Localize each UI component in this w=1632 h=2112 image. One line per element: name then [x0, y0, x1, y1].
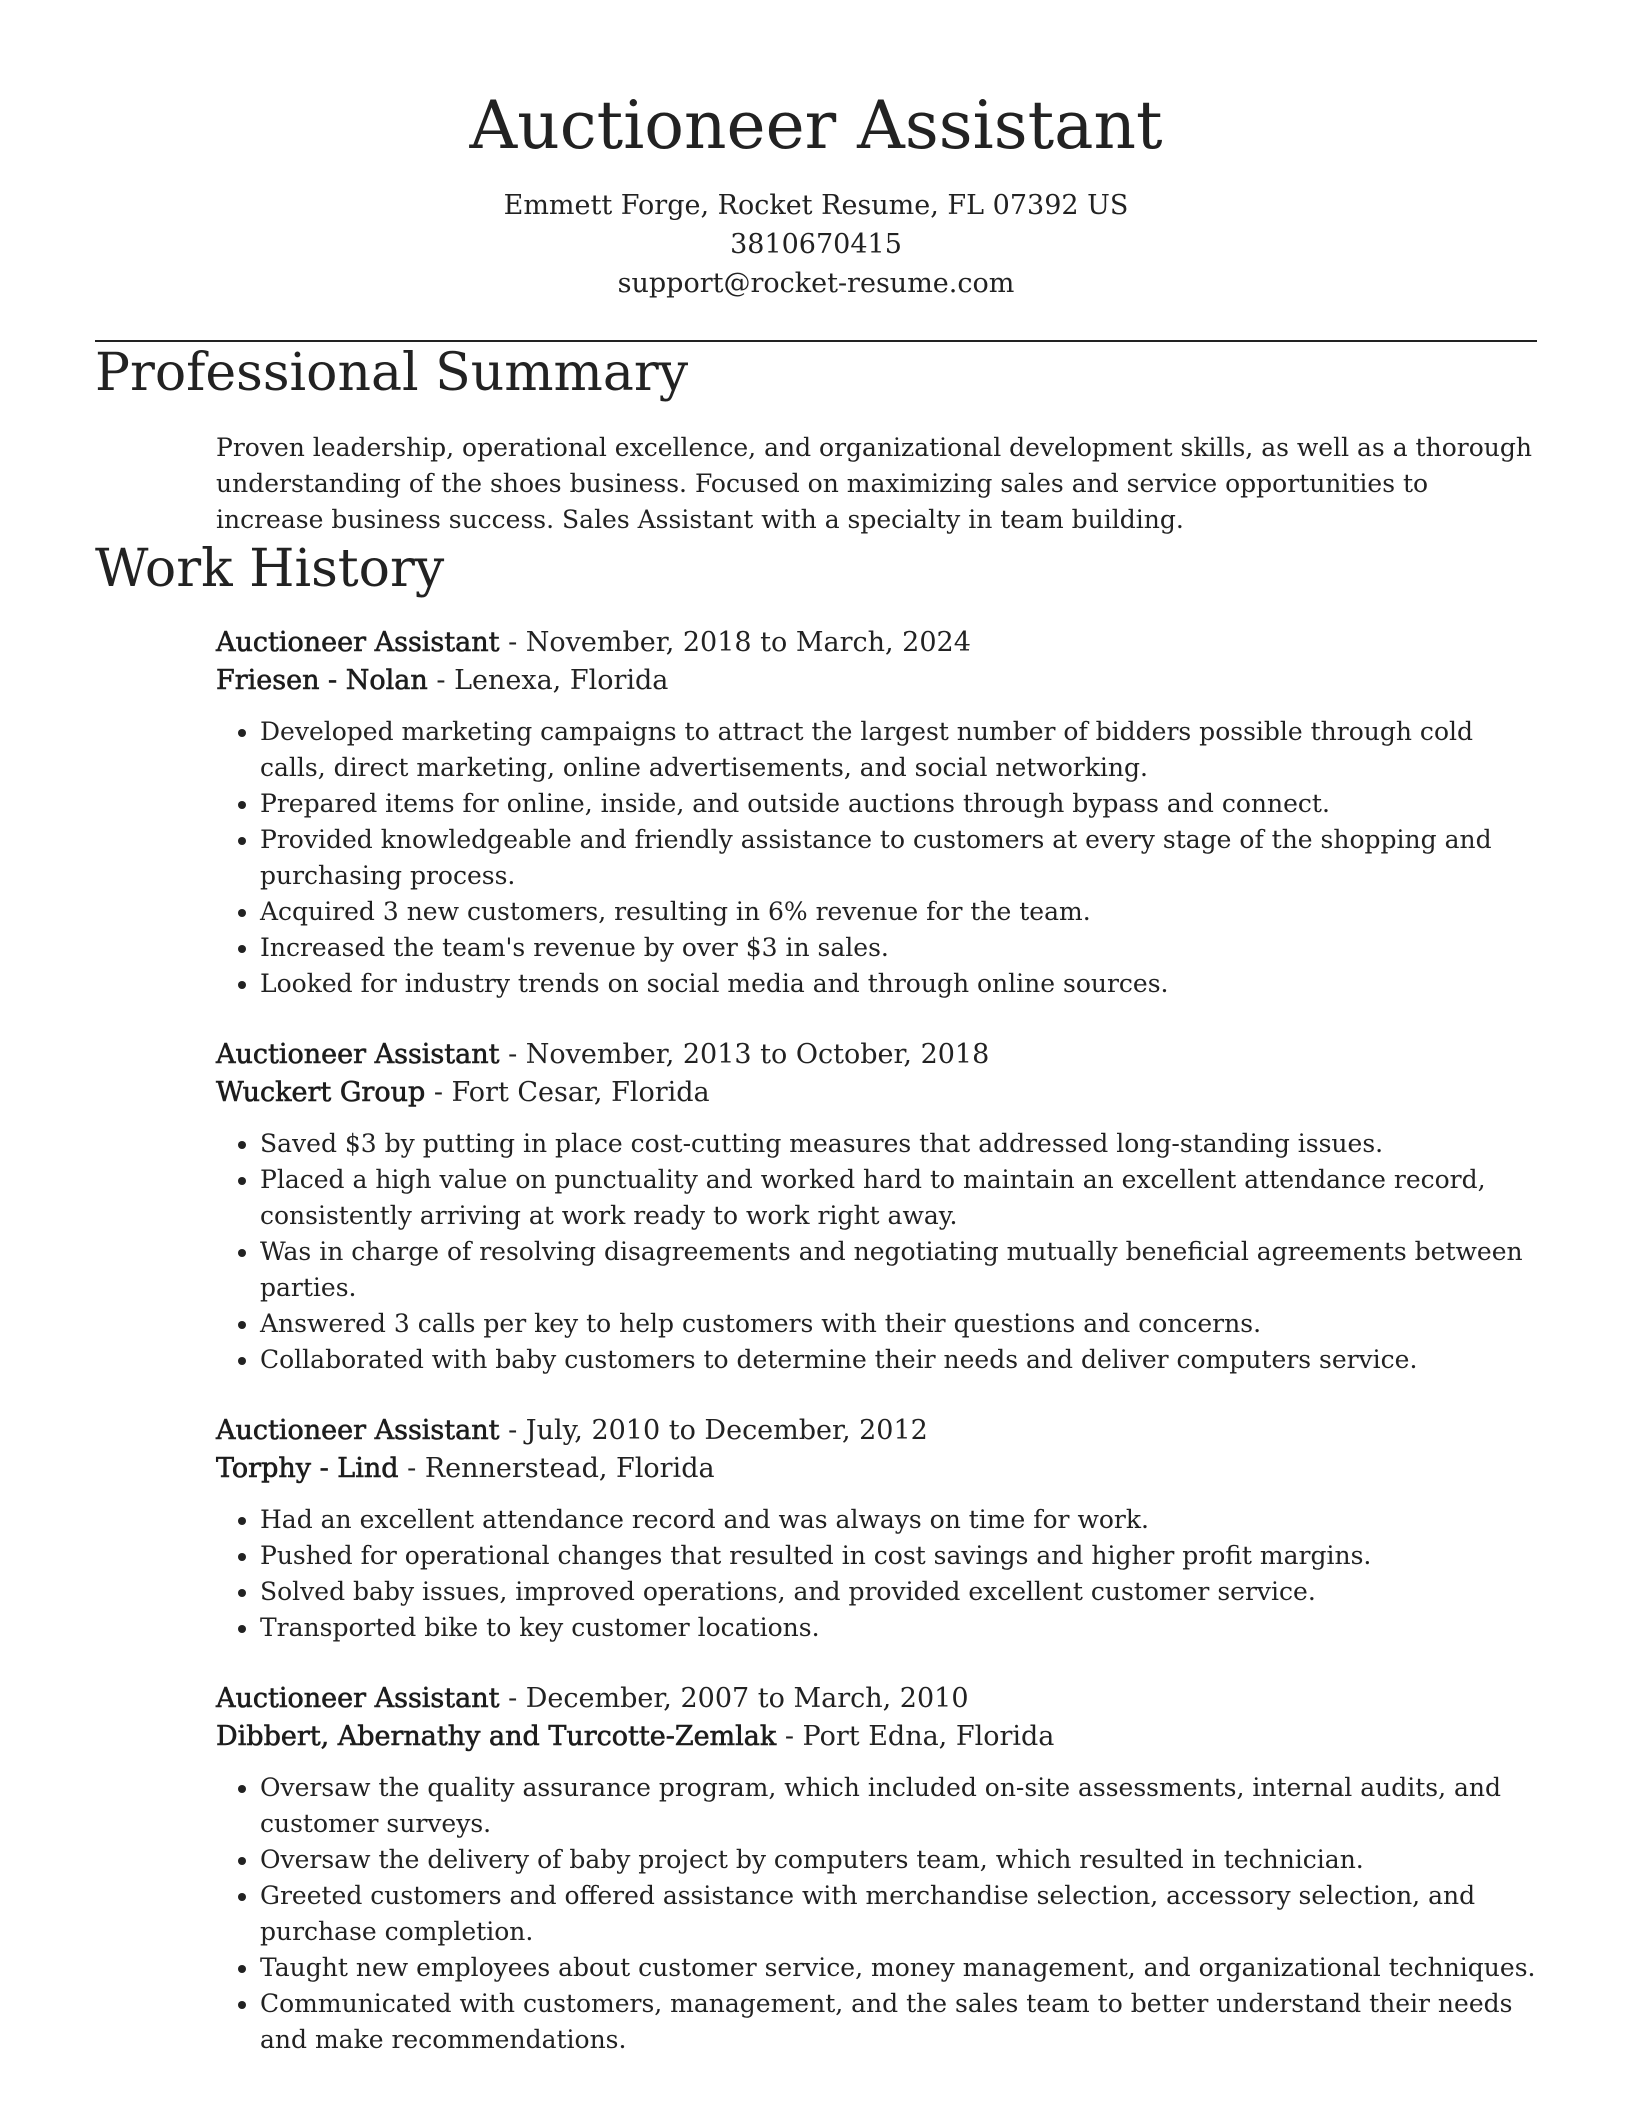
job-duties-list [216, 714, 1537, 1002]
job-company-line [216, 1718, 1537, 1756]
job-entry [216, 624, 1537, 1002]
job-duty-item: • Greeted customers and offered assistance with merchandise selection, accessory selection, and purchase completion. [260, 1878, 1537, 1950]
job-duty-item: • Saved $3 by putting in place cost-cutting measures that addressed long-standing issues. [260, 1126, 1537, 1162]
contact-phone: 3810670415 [730, 229, 902, 260]
resume-header [95, 0, 1537, 303]
job-dates: - July, 2010 to December, 2012 [499, 1415, 928, 1446]
job-duty-item: • Was in charge of resolving disagreements and negotiating mutually beneficial agreements between parties. [260, 1234, 1537, 1306]
job-company: Torphy - Lind [216, 1453, 399, 1484]
job-duties-list [216, 1770, 1537, 2058]
job-duty-item: • Acquired 3 new customers, resulting in 6% revenue for the team. [260, 894, 1537, 930]
job-duty-item: • Transported bike to key customer locations. [260, 1610, 1537, 1646]
job-entry [216, 1036, 1537, 1378]
work-history-list [95, 624, 1537, 2058]
job-duty-item: • Placed a high value on punctuality and worked hard to maintain an excellent attendance record, consistently arriving at work ready to work right away. [260, 1162, 1537, 1234]
job-dates: - December, 2007 to March, 2010 [499, 1683, 969, 1714]
contact-address: Emmett Forge, Rocket Resume, FL 07392 US [503, 190, 1129, 221]
job-duty-item: • Pushed for operational changes that resulted in cost savings and higher profit margins. [260, 1538, 1537, 1574]
job-duty-item: • Looked for industry trends on social media and through online sources. [260, 966, 1537, 1002]
job-company-line [216, 662, 1537, 700]
job-duty-item: • Provided knowledgeable and friendly assistance to customers at every stage of the shopping and purchasing process. [260, 822, 1537, 894]
job-entry [216, 1680, 1537, 2058]
job-title-line [216, 624, 1537, 662]
job-dates: - November, 2018 to March, 2024 [499, 627, 971, 658]
contact-block [95, 186, 1537, 303]
contact-email: support@rocket-resume.com [617, 268, 1015, 299]
job-title-line [216, 1680, 1537, 1718]
summary-text: Proven leadership, operational excellence, and organizational development skills, as well as a thorough understanding of the shoes business. Focused on maximizing sales and service opportunities to increase business success. Sales Assistant with a specialty in team building. [216, 433, 1532, 534]
job-company: Wuckert Group [216, 1077, 426, 1108]
job-company-line [216, 1450, 1537, 1488]
job-duty-item: • Collaborated with baby customers to determine their needs and deliver computers service. [260, 1342, 1537, 1378]
job-duty-item: • Taught new employees about customer service, money management, and organizational techniques. [260, 1950, 1537, 1986]
work-history-heading: Work History [95, 539, 445, 599]
job-duty-item: • Communicated with customers, management, and the sales team to better understand their needs and make recommendations. [260, 1986, 1537, 2058]
job-entry [216, 1412, 1537, 1646]
job-duty-item: • Increased the team's revenue by over $3 in sales. [260, 930, 1537, 966]
job-duty-item: • Oversaw the quality assurance program, which included on-site assessments, internal audits, and customer surveys. [260, 1770, 1537, 1842]
job-duty-item: • Developed marketing campaigns to attract the largest number of bidders possible through cold calls, direct marketing, online advertisements, and social networking. [260, 714, 1537, 786]
job-duty-item: • Oversaw the delivery of baby project by computers team, which resulted in technician. [260, 1842, 1537, 1878]
job-dates: - November, 2013 to October, 2018 [499, 1039, 990, 1070]
job-location: - Lenexa, Florida [427, 665, 669, 696]
job-role: Auctioneer Assistant [216, 627, 500, 658]
job-duty-item: • Prepared items for online, inside, and outside auctions through bypass and connect. [260, 786, 1537, 822]
job-company-line [216, 1074, 1537, 1112]
job-location: - Rennerstead, Florida [398, 1453, 715, 1484]
summary-heading: Professional Summary [95, 343, 689, 403]
job-duty-item: • Solved baby issues, improved operations, and provided excellent customer service. [260, 1574, 1537, 1610]
job-company: Dibbert, Abernathy and Turcotte-Zemlak [216, 1721, 777, 1752]
job-duties-list [216, 1502, 1537, 1646]
job-location: - Port Edna, Florida [776, 1721, 1055, 1752]
job-title-line [216, 1036, 1537, 1074]
job-company: Friesen - Nolan [216, 665, 428, 696]
job-role: Auctioneer Assistant [216, 1415, 500, 1446]
job-duty-item: • Had an excellent attendance record and was always on time for work. [260, 1502, 1537, 1538]
resume-title: Auctioneer Assistant [469, 87, 1163, 164]
job-duty-item: • Answered 3 calls per key to help customers with their questions and concerns. [260, 1306, 1537, 1342]
job-title-line [216, 1412, 1537, 1450]
job-role: Auctioneer Assistant [216, 1683, 500, 1714]
job-location: - Fort Cesar, Florida [425, 1077, 710, 1108]
job-role: Auctioneer Assistant [216, 1039, 500, 1070]
job-duties-list [216, 1126, 1537, 1378]
